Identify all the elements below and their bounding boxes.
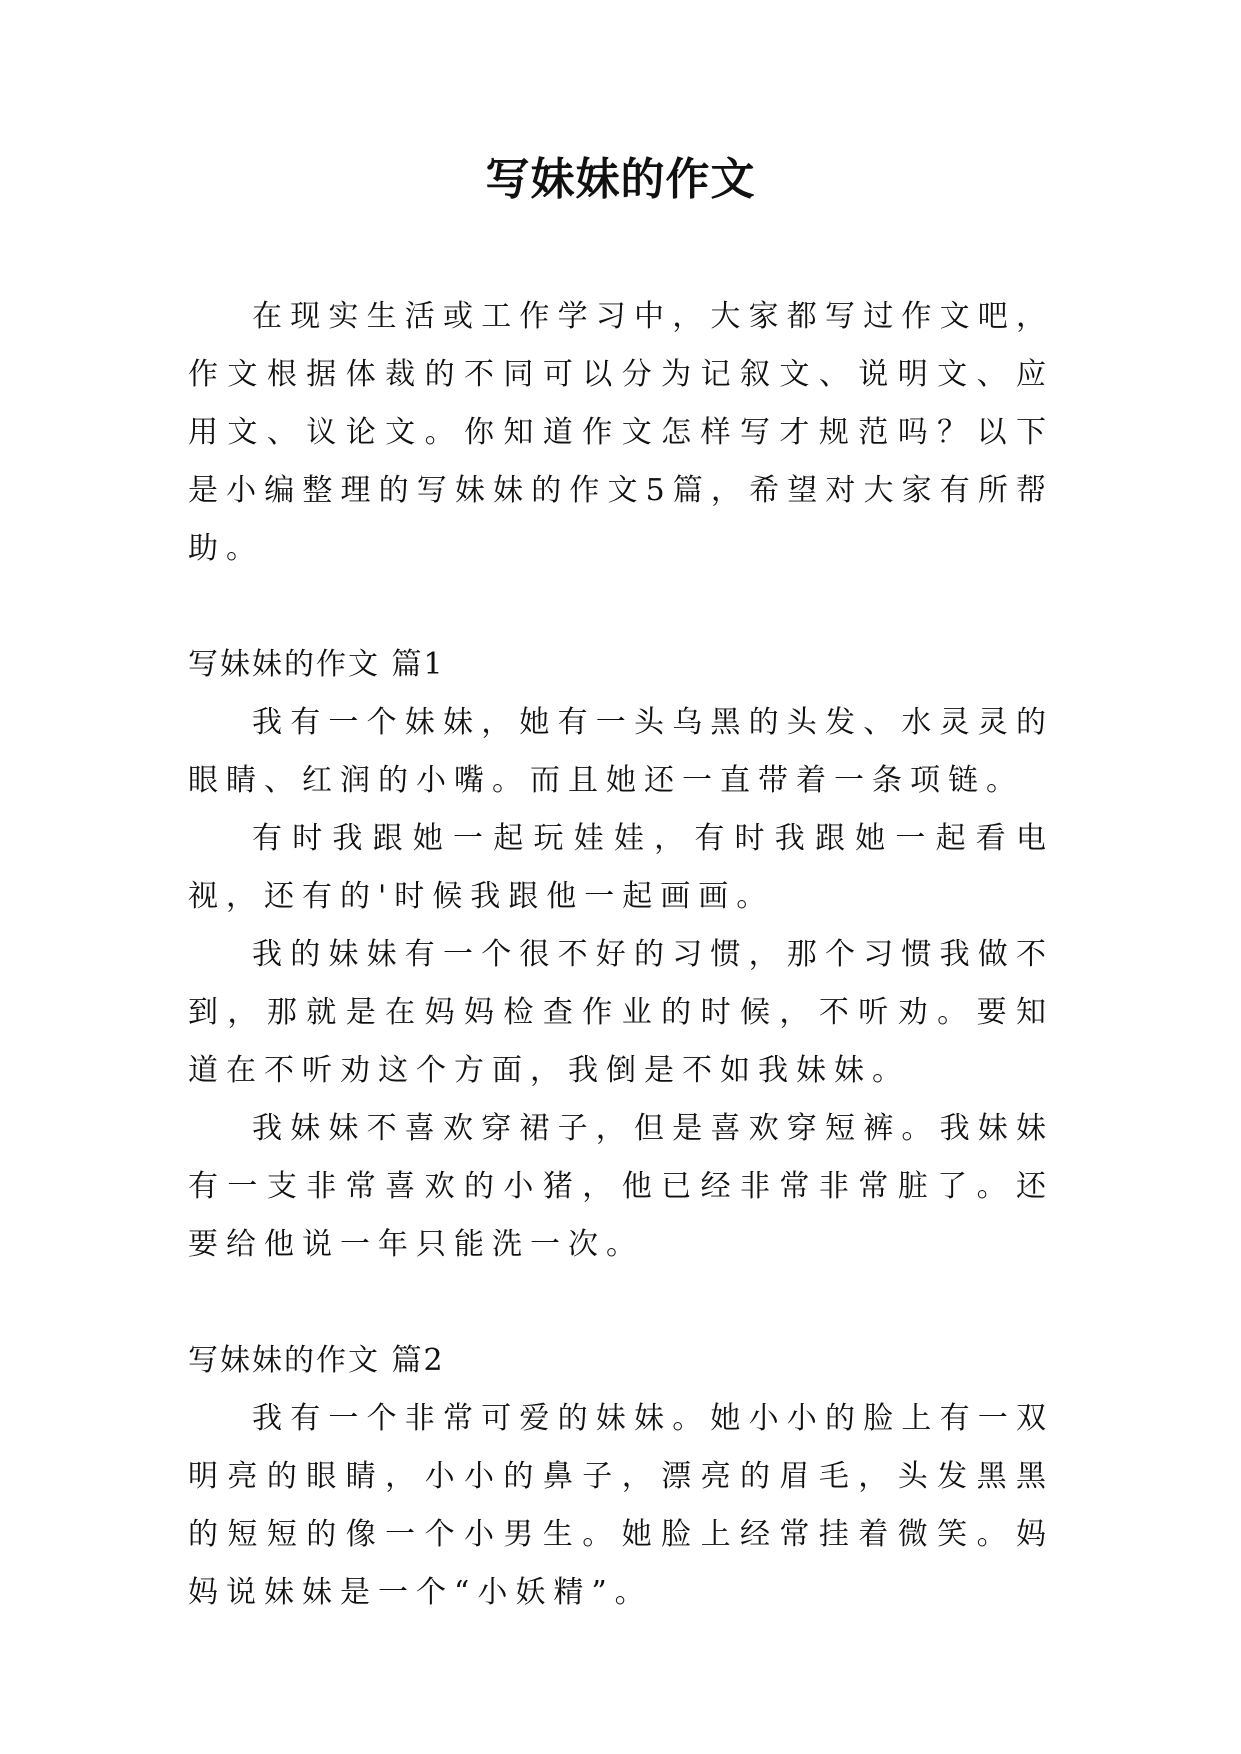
section-heading-2: 写妹妹的作文 篇2 xyxy=(188,1343,445,1378)
section-1-paragraph-1: 我有一个妹妹，她有一头乌黑的头发、水灵灵的眼睛、红润的小嘴。而且她还一直带着一条项链。 xyxy=(188,705,1054,798)
section-1-paragraph-2: 有时我跟她一起玩娃娃，有时我跟她一起看电视，还有的'时候我跟他一起画画。 xyxy=(188,821,1054,914)
section-1-paragraph-3: 我的妹妹有一个很不好的习惯，那个习惯我做不到，那就是在妈妈检查作业的时候，不听劝。要知道在不听劝这个方面，我倒是不如我妹妹。 xyxy=(188,937,1054,1088)
section-2-paragraph-1: 我有一个非常可爱的妹妹。她小小的脸上有一双明亮的眼睛，小小的鼻子，漂亮的眉毛，头发黑黑的短短的像一个小男生。她脸上经常挂着微笑。妈妈说妹妹是一个“小妖精”。 xyxy=(188,1401,1054,1610)
section-1-paragraph-4: 我妹妹不喜欢穿裙子，但是喜欢穿短裤。我妹妹有一支非常喜欢的小猪，他已经非常非常脏了。还要给他说一年只能洗一次。 xyxy=(188,1111,1054,1262)
section-heading-1: 写妹妹的作文 篇1 xyxy=(188,647,445,682)
section-spacer xyxy=(188,1274,1054,1332)
essay-section-1 xyxy=(188,636,1054,1274)
document-body xyxy=(188,288,1054,1622)
document-title: 写妹妹的作文 xyxy=(485,154,756,205)
section-spacer xyxy=(188,578,1054,636)
essay-section-2 xyxy=(188,1332,1054,1622)
intro-paragraph: 在现实生活或工作学习中，大家都写过作文吧，作文根据体裁的不同可以分为记叙文、说明文、应用文、议论文。你知道作文怎样写才规范吗？以下是小编整理的写妹妹的作文5篇，希望对大家有所帮助。 xyxy=(188,299,1054,566)
